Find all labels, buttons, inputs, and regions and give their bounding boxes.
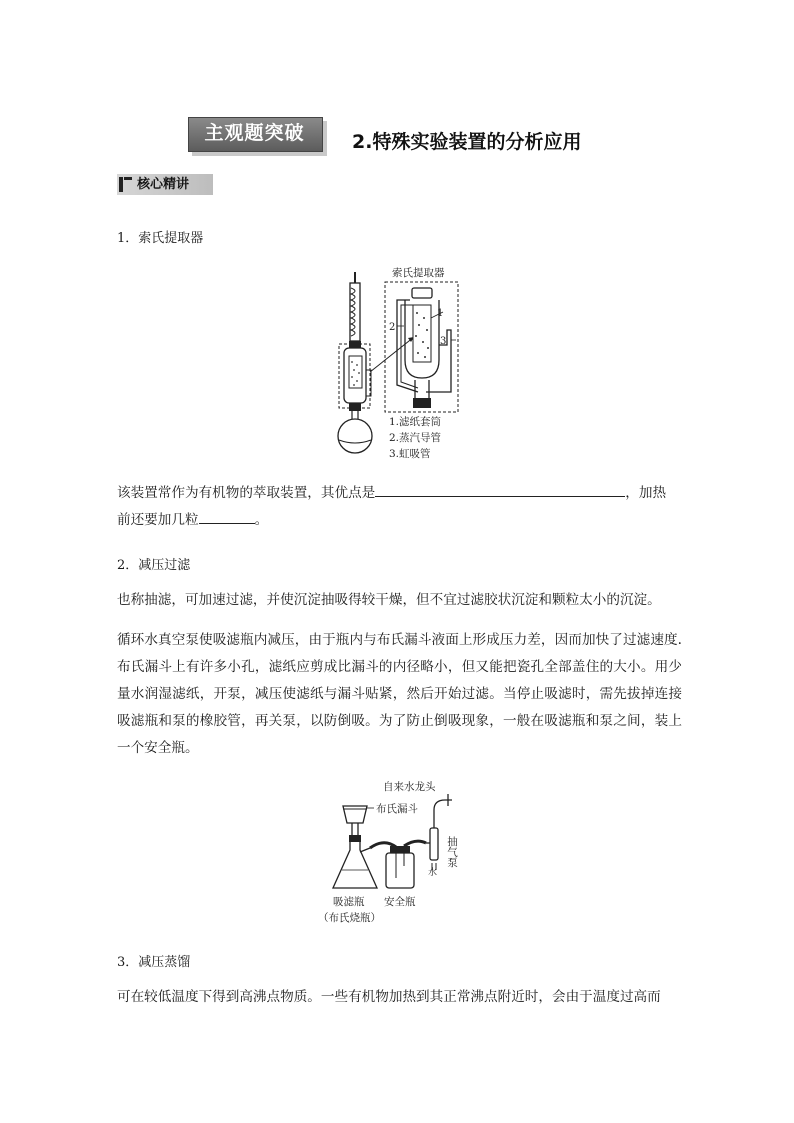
heading-vacuum-distillation: 3．减压蒸馏 [117, 955, 191, 970]
label-filter-flask-alt: （布氏烧瓶） [318, 912, 381, 924]
heading-soxhlet: 1．索氏提取器 [117, 231, 204, 246]
soxhlet-extractor-diagram [325, 258, 465, 468]
label-safety-bottle: 安全瓶 [384, 896, 416, 908]
figure-caption-soxhlet: 索氏提取器 [392, 267, 445, 279]
question-line1-end: ，加热 [625, 485, 667, 501]
section-header-label: 核心精讲 [137, 177, 190, 192]
question-soxhlet [117, 480, 682, 534]
legend-item-filter-sleeve: 1.滤纸套筒 [389, 416, 442, 428]
label-tap: 自来水龙头 [383, 781, 436, 793]
topic-title: 2.特殊实验装置的分析应用 [352, 131, 582, 153]
answer-blank-advantage[interactable] [375, 482, 625, 497]
heading-vacuum-filtration: 2．减压过滤 [117, 558, 191, 573]
legend-item-siphon: 3.虹吸管 [389, 448, 431, 460]
question-line1: 该装置常作为有机物的萃取装置，其优点是 [117, 485, 376, 501]
label-filter-flask: 吸滤瓶 [333, 896, 365, 908]
legend-item-vapor-tube: 2.蒸汽导管 [389, 432, 442, 444]
title-banner-label: 主观题突破 [204, 122, 305, 144]
label-aspirator-pump: 抽气泵 [446, 836, 458, 868]
question-line2-end: 。 [254, 512, 269, 528]
label-2: 2 [389, 322, 396, 333]
label-buchner-funnel: 布氏漏斗 [376, 803, 418, 815]
answer-blank-chips[interactable] [199, 509, 255, 524]
vacuum-filtration-diagram [310, 778, 480, 928]
label-water: 水 [428, 868, 438, 878]
question-line2: 前还要加几粒 [117, 512, 199, 528]
paragraph-vacuum-filtration-intro: 也称抽滤，可加速过滤，并使沉淀抽吸得较干燥，但不宜过滤胶状沉淀和颗粒太小的沉淀。 [117, 592, 661, 608]
paragraph-vacuum-distillation: 可在较低温度下得到高沸点物质。一些有机物加热到其正常沸点附近时，会由于温度过高而 [117, 989, 661, 1005]
section-marker-icon-top [124, 177, 132, 180]
section-marker-icon [119, 177, 123, 192]
paragraph-vacuum-filtration-detail: 循环水真空泵使吸滤瓶内减压，由于瓶内与布氏漏斗液面上形成压力差，因而加快了过滤速度. 布氏漏斗上有许多小孔，滤纸应剪成比漏斗的内径略小，但又能把瓷孔全部盖住的大小。用少量水润湿滤纸，开泵，减压使滤纸与漏斗贴紧，然后开始过滤。当停止吸滤时，需先拔掉连接吸滤瓶和泵的橡胶管，再关泵，以防倒吸。为了防止倒吸现象，一般在吸滤瓶和泵之间，装上一个安全瓶。 [117, 632, 682, 756]
label-1: 1 [437, 308, 444, 319]
label-3: 3 [440, 336, 447, 347]
